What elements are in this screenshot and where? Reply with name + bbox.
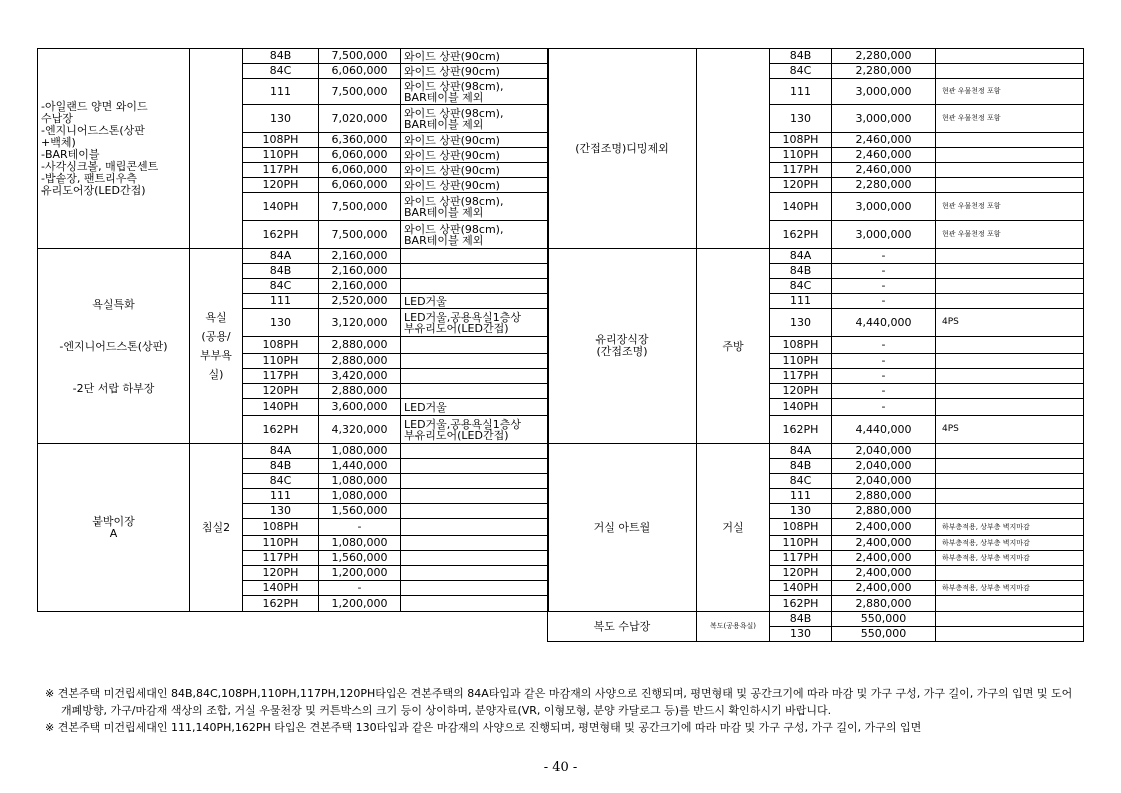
unit-type-cell: 84A bbox=[770, 444, 832, 459]
price-cell: 7,500,000 bbox=[319, 193, 401, 221]
remark-cell: LED거울,공용욕실1층상 부유리도어(LED간접) bbox=[401, 309, 549, 337]
price-cell: 1,080,000 bbox=[319, 489, 401, 504]
remark-cell: 현관 우물천정 포함 bbox=[936, 193, 1084, 221]
unit-type-cell: 120PH bbox=[770, 178, 832, 193]
unit-type-cell: 108PH bbox=[243, 133, 319, 148]
remark-cell bbox=[936, 49, 1084, 64]
remark-cell: 4PS bbox=[936, 416, 1084, 444]
price-cell: 6,060,000 bbox=[319, 178, 401, 193]
unit-type-cell: 84B bbox=[243, 264, 319, 279]
remark-cell bbox=[936, 596, 1084, 612]
room-cell: 침실2 bbox=[190, 444, 243, 612]
unit-type-cell: 84B bbox=[770, 264, 832, 279]
remark-cell: 와이드 상판(98cm), BAR테이블 제외 bbox=[401, 193, 549, 221]
unit-type-cell: 84C bbox=[243, 279, 319, 294]
remark-cell: 현관 우물천정 포함 bbox=[936, 221, 1084, 249]
unit-type-cell: 130 bbox=[770, 105, 832, 133]
price-cell: 2,400,000 bbox=[832, 536, 936, 551]
room-cell: 욕실 (공용/ 부부욕 실) bbox=[190, 249, 243, 444]
price-cell: 2,880,000 bbox=[319, 384, 401, 399]
unit-type-cell: 117PH bbox=[770, 551, 832, 566]
option-description: 욕실특화 -엔지니어드스톤(상판) -2단 서랍 하부장 bbox=[38, 249, 190, 444]
unit-type-cell: 162PH bbox=[770, 596, 832, 612]
unit-type-cell: 84A bbox=[243, 249, 319, 264]
remark-cell bbox=[936, 249, 1084, 264]
table-row bbox=[38, 249, 549, 264]
remark-cell: 현관 우물천정 포함 bbox=[936, 79, 1084, 105]
remark-cell bbox=[401, 337, 549, 354]
remark-cell bbox=[936, 369, 1084, 384]
unit-type-cell: 120PH bbox=[770, 566, 832, 581]
price-cell: 6,060,000 bbox=[319, 163, 401, 178]
unit-type-cell: 130 bbox=[243, 504, 319, 519]
price-cell: 550,000 bbox=[832, 627, 936, 642]
remark-cell bbox=[401, 459, 549, 474]
price-cell: 1,440,000 bbox=[319, 459, 401, 474]
price-cell: 2,880,000 bbox=[832, 489, 936, 504]
unit-type-cell: 117PH bbox=[770, 369, 832, 384]
remark-cell: 와이드 상판(98cm), BAR테이블 제외 bbox=[401, 221, 549, 249]
table-row bbox=[38, 444, 549, 459]
table-row bbox=[38, 49, 549, 64]
price-cell: 1,080,000 bbox=[319, 444, 401, 459]
unit-type-cell: 120PH bbox=[243, 566, 319, 581]
unit-type-cell: 130 bbox=[770, 627, 832, 642]
unit-type-cell: 117PH bbox=[243, 163, 319, 178]
price-cell: - bbox=[832, 337, 936, 354]
unit-type-cell: 140PH bbox=[770, 399, 832, 416]
price-cell: 2,040,000 bbox=[832, 459, 936, 474]
price-cell: 7,500,000 bbox=[319, 49, 401, 64]
price-cell: 2,040,000 bbox=[832, 474, 936, 489]
unit-type-cell: 110PH bbox=[243, 148, 319, 163]
remark-cell bbox=[936, 384, 1084, 399]
remark-cell bbox=[936, 264, 1084, 279]
unit-type-cell: 120PH bbox=[770, 384, 832, 399]
remark-cell: 하부층적용, 상부층 벽지마감 bbox=[936, 519, 1084, 536]
option-description: 유리장식장 (간접조명) bbox=[548, 249, 697, 444]
price-cell: - bbox=[832, 264, 936, 279]
remark-cell: 와이드 상판(98cm), BAR테이블 제외 bbox=[401, 105, 549, 133]
room-cell bbox=[190, 49, 243, 249]
unit-type-cell: 140PH bbox=[243, 193, 319, 221]
unit-type-cell: 140PH bbox=[243, 399, 319, 416]
unit-type-cell: 130 bbox=[243, 105, 319, 133]
remark-cell bbox=[936, 399, 1084, 416]
price-cell: 6,060,000 bbox=[319, 148, 401, 163]
unit-type-cell: 84C bbox=[770, 474, 832, 489]
remark-cell bbox=[936, 279, 1084, 294]
price-cell: 2,880,000 bbox=[832, 504, 936, 519]
unit-type-cell: 130 bbox=[770, 309, 832, 337]
price-cell: 4,440,000 bbox=[832, 309, 936, 337]
price-cell: 2,880,000 bbox=[832, 596, 936, 612]
remark-cell bbox=[936, 489, 1084, 504]
remark-cell: LED거울,공용욕실1층상 부유리도어(LED간접) bbox=[401, 416, 549, 444]
unit-type-cell: 162PH bbox=[770, 416, 832, 444]
price-cell: - bbox=[832, 354, 936, 369]
unit-type-cell: 110PH bbox=[770, 148, 832, 163]
remark-cell bbox=[936, 566, 1084, 581]
unit-type-cell: 117PH bbox=[243, 551, 319, 566]
table-row bbox=[548, 444, 1084, 459]
unit-type-cell: 117PH bbox=[243, 369, 319, 384]
remark-cell bbox=[401, 249, 549, 264]
price-cell: 2,280,000 bbox=[832, 178, 936, 193]
remark-cell: LED거울 bbox=[401, 294, 549, 309]
price-cell: 1,560,000 bbox=[319, 551, 401, 566]
price-cell: 4,440,000 bbox=[832, 416, 936, 444]
price-cell: 3,000,000 bbox=[832, 221, 936, 249]
remark-cell bbox=[936, 444, 1084, 459]
room-cell: 주방 bbox=[697, 249, 770, 444]
remark-cell: 와이드 상판(98cm), BAR테이블 제외 bbox=[401, 79, 549, 105]
remark-cell bbox=[936, 459, 1084, 474]
unit-type-cell: 117PH bbox=[770, 163, 832, 178]
remark-cell: 하부층적용, 상부층 벽지마감 bbox=[936, 536, 1084, 551]
unit-type-cell: 108PH bbox=[770, 519, 832, 536]
price-cell: 2,280,000 bbox=[832, 64, 936, 79]
unit-type-cell: 110PH bbox=[770, 354, 832, 369]
price-cell: 1,200,000 bbox=[319, 566, 401, 581]
price-cell: 3,000,000 bbox=[832, 193, 936, 221]
remark-cell bbox=[401, 566, 549, 581]
price-cell: 7,500,000 bbox=[319, 221, 401, 249]
unit-type-cell: 120PH bbox=[243, 178, 319, 193]
remark-cell bbox=[936, 148, 1084, 163]
price-cell: 6,060,000 bbox=[319, 64, 401, 79]
unit-type-cell: 140PH bbox=[770, 581, 832, 596]
price-cell: 2,160,000 bbox=[319, 279, 401, 294]
remark-cell bbox=[401, 369, 549, 384]
unit-type-cell: 111 bbox=[243, 294, 319, 309]
remark-cell bbox=[936, 64, 1084, 79]
option-description: 붙박이장 A bbox=[38, 444, 190, 612]
option-description: -아일랜드 양면 와이드 수납장 -엔지니어드스톤(상판 +백체) -BAR테이블 -사각싱크볼, 매립콘센트 -밥솥장, 팬트리우측 유리도어장(LED간접) bbox=[38, 49, 190, 249]
left-option-table bbox=[37, 48, 549, 612]
remark-cell bbox=[936, 612, 1084, 627]
price-cell: - bbox=[832, 384, 936, 399]
remark-cell bbox=[936, 337, 1084, 354]
price-cell: 2,460,000 bbox=[832, 133, 936, 148]
unit-type-cell: 130 bbox=[243, 309, 319, 337]
remark-cell: 하부층적용, 상부층 벽지마감 bbox=[936, 551, 1084, 566]
remark-cell bbox=[936, 627, 1084, 642]
option-description: 거실 아트월 bbox=[548, 444, 697, 612]
footnote: ※ 견본주택 미건립세대인 84B,84C,108PH,110PH,117PH,120PH타입은 견본주택의 84A타입과 같은 마감재의 사양으로 진행되며, 평면형태 및 공간크기에 따라 마감 및 가구 구성, 가구 길이, 가구의 입면 및 도어 개폐방향, 가구/마감재 색상의 조합, 거실 우물천장 및 커튼박스의 크기 등이 상이하며, 분양자료(VR, 이형모형, 분양 카달로그 등)를 반드시 확인하시기 바랍니다. bbox=[45, 687, 1073, 717]
price-cell: 2,520,000 bbox=[319, 294, 401, 309]
price-cell: 1,200,000 bbox=[319, 596, 401, 612]
price-cell: - bbox=[832, 294, 936, 309]
unit-type-cell: 108PH bbox=[770, 337, 832, 354]
price-cell: 3,120,000 bbox=[319, 309, 401, 337]
price-cell: 1,560,000 bbox=[319, 504, 401, 519]
remark-cell bbox=[936, 504, 1084, 519]
remark-cell bbox=[401, 596, 549, 612]
table-row bbox=[548, 49, 1084, 64]
remark-cell: 와이드 상판(90cm) bbox=[401, 163, 549, 178]
price-cell: 4,320,000 bbox=[319, 416, 401, 444]
unit-type-cell: 84A bbox=[770, 249, 832, 264]
unit-type-cell: 110PH bbox=[770, 536, 832, 551]
footnotes bbox=[45, 685, 1085, 736]
unit-type-cell: 84B bbox=[770, 612, 832, 627]
remark-cell bbox=[936, 294, 1084, 309]
remark-cell bbox=[936, 163, 1084, 178]
unit-type-cell: 162PH bbox=[243, 596, 319, 612]
remark-cell bbox=[936, 133, 1084, 148]
price-cell: 2,400,000 bbox=[832, 519, 936, 536]
price-cell: - bbox=[832, 369, 936, 384]
unit-type-cell: 111 bbox=[770, 79, 832, 105]
option-description: 복도 수납장 bbox=[548, 612, 697, 642]
price-cell: - bbox=[319, 519, 401, 536]
remark-cell bbox=[401, 474, 549, 489]
unit-type-cell: 111 bbox=[770, 294, 832, 309]
unit-type-cell: 140PH bbox=[243, 581, 319, 596]
unit-type-cell: 111 bbox=[243, 489, 319, 504]
unit-type-cell: 84B bbox=[770, 49, 832, 64]
remark-cell: 현관 우물천정 포함 bbox=[936, 105, 1084, 133]
unit-type-cell: 110PH bbox=[243, 536, 319, 551]
right-option-table bbox=[547, 48, 1084, 642]
remark-cell: 와이드 상판(90cm) bbox=[401, 64, 549, 79]
table-row bbox=[548, 612, 1084, 627]
footnote: ※ 견본주택 미건립세대인 111,140PH,162PH 타입은 견본주택 130타입과 같은 마감재의 사양으로 진행되며, 평면형태 및 공간크기에 따라 마감 및 가구 구성, 가구 길이, 가구의 입면 bbox=[45, 721, 922, 734]
remark-cell bbox=[401, 489, 549, 504]
price-cell: 2,400,000 bbox=[832, 566, 936, 581]
unit-type-cell: 108PH bbox=[770, 133, 832, 148]
room-cell bbox=[697, 49, 770, 249]
room-cell: 거실 bbox=[697, 444, 770, 612]
price-cell: 2,400,000 bbox=[832, 581, 936, 596]
price-cell: 3,000,000 bbox=[832, 79, 936, 105]
table-row bbox=[548, 249, 1084, 264]
remark-cell bbox=[936, 474, 1084, 489]
unit-type-cell: 162PH bbox=[243, 221, 319, 249]
price-cell: - bbox=[832, 249, 936, 264]
remark-cell bbox=[401, 519, 549, 536]
remark-cell: LED거울 bbox=[401, 399, 549, 416]
unit-type-cell: 84C bbox=[243, 474, 319, 489]
unit-type-cell: 120PH bbox=[243, 384, 319, 399]
unit-type-cell: 84A bbox=[243, 444, 319, 459]
price-cell: 1,080,000 bbox=[319, 474, 401, 489]
price-cell: 2,400,000 bbox=[832, 551, 936, 566]
price-cell: 2,880,000 bbox=[319, 354, 401, 369]
remark-cell: 와이드 상판(90cm) bbox=[401, 133, 549, 148]
option-description: (간접조명)디밍제외 bbox=[548, 49, 697, 249]
remark-cell bbox=[401, 264, 549, 279]
remark-cell: 와이드 상판(90cm) bbox=[401, 148, 549, 163]
remark-cell bbox=[401, 536, 549, 551]
price-cell: 6,360,000 bbox=[319, 133, 401, 148]
price-cell: 2,460,000 bbox=[832, 148, 936, 163]
price-cell: 3,600,000 bbox=[319, 399, 401, 416]
unit-type-cell: 84C bbox=[243, 64, 319, 79]
price-cell: 1,080,000 bbox=[319, 536, 401, 551]
unit-type-cell: 84B bbox=[770, 459, 832, 474]
page-number: - 40 - bbox=[543, 760, 578, 775]
unit-type-cell: 108PH bbox=[243, 337, 319, 354]
remark-cell bbox=[401, 581, 549, 596]
unit-type-cell: 108PH bbox=[243, 519, 319, 536]
remark-cell bbox=[401, 551, 549, 566]
unit-type-cell: 140PH bbox=[770, 193, 832, 221]
remark-cell bbox=[936, 178, 1084, 193]
remark-cell: 하부층적용, 상부층 벽지마감 bbox=[936, 581, 1084, 596]
price-cell: 2,280,000 bbox=[832, 49, 936, 64]
price-cell: - bbox=[832, 279, 936, 294]
remark-cell bbox=[401, 504, 549, 519]
unit-type-cell: 162PH bbox=[770, 221, 832, 249]
unit-type-cell: 111 bbox=[770, 489, 832, 504]
price-cell: 2,160,000 bbox=[319, 264, 401, 279]
unit-type-cell: 162PH bbox=[243, 416, 319, 444]
price-cell: 7,020,000 bbox=[319, 105, 401, 133]
price-cell: - bbox=[319, 581, 401, 596]
unit-type-cell: 84C bbox=[770, 64, 832, 79]
room-cell: 복도(공용욕실) bbox=[697, 612, 770, 642]
price-cell: 7,500,000 bbox=[319, 79, 401, 105]
price-cell: 3,420,000 bbox=[319, 369, 401, 384]
remark-cell bbox=[401, 279, 549, 294]
price-cell: 3,000,000 bbox=[832, 105, 936, 133]
remark-cell bbox=[401, 444, 549, 459]
price-cell: 550,000 bbox=[832, 612, 936, 627]
price-cell: - bbox=[832, 399, 936, 416]
remark-cell: 4PS bbox=[936, 309, 1084, 337]
unit-type-cell: 110PH bbox=[243, 354, 319, 369]
unit-type-cell: 84B bbox=[243, 459, 319, 474]
remark-cell bbox=[401, 384, 549, 399]
remark-cell: 와이드 상판(90cm) bbox=[401, 178, 549, 193]
remark-cell bbox=[936, 354, 1084, 369]
remark-cell: 와이드 상판(90cm) bbox=[401, 49, 549, 64]
price-cell: 2,040,000 bbox=[832, 444, 936, 459]
unit-type-cell: 130 bbox=[770, 504, 832, 519]
unit-type-cell: 84C bbox=[770, 279, 832, 294]
unit-type-cell: 84B bbox=[243, 49, 319, 64]
remark-cell bbox=[401, 354, 549, 369]
price-cell: 2,160,000 bbox=[319, 249, 401, 264]
unit-type-cell: 111 bbox=[243, 79, 319, 105]
price-cell: 2,880,000 bbox=[319, 337, 401, 354]
price-cell: 2,460,000 bbox=[832, 163, 936, 178]
